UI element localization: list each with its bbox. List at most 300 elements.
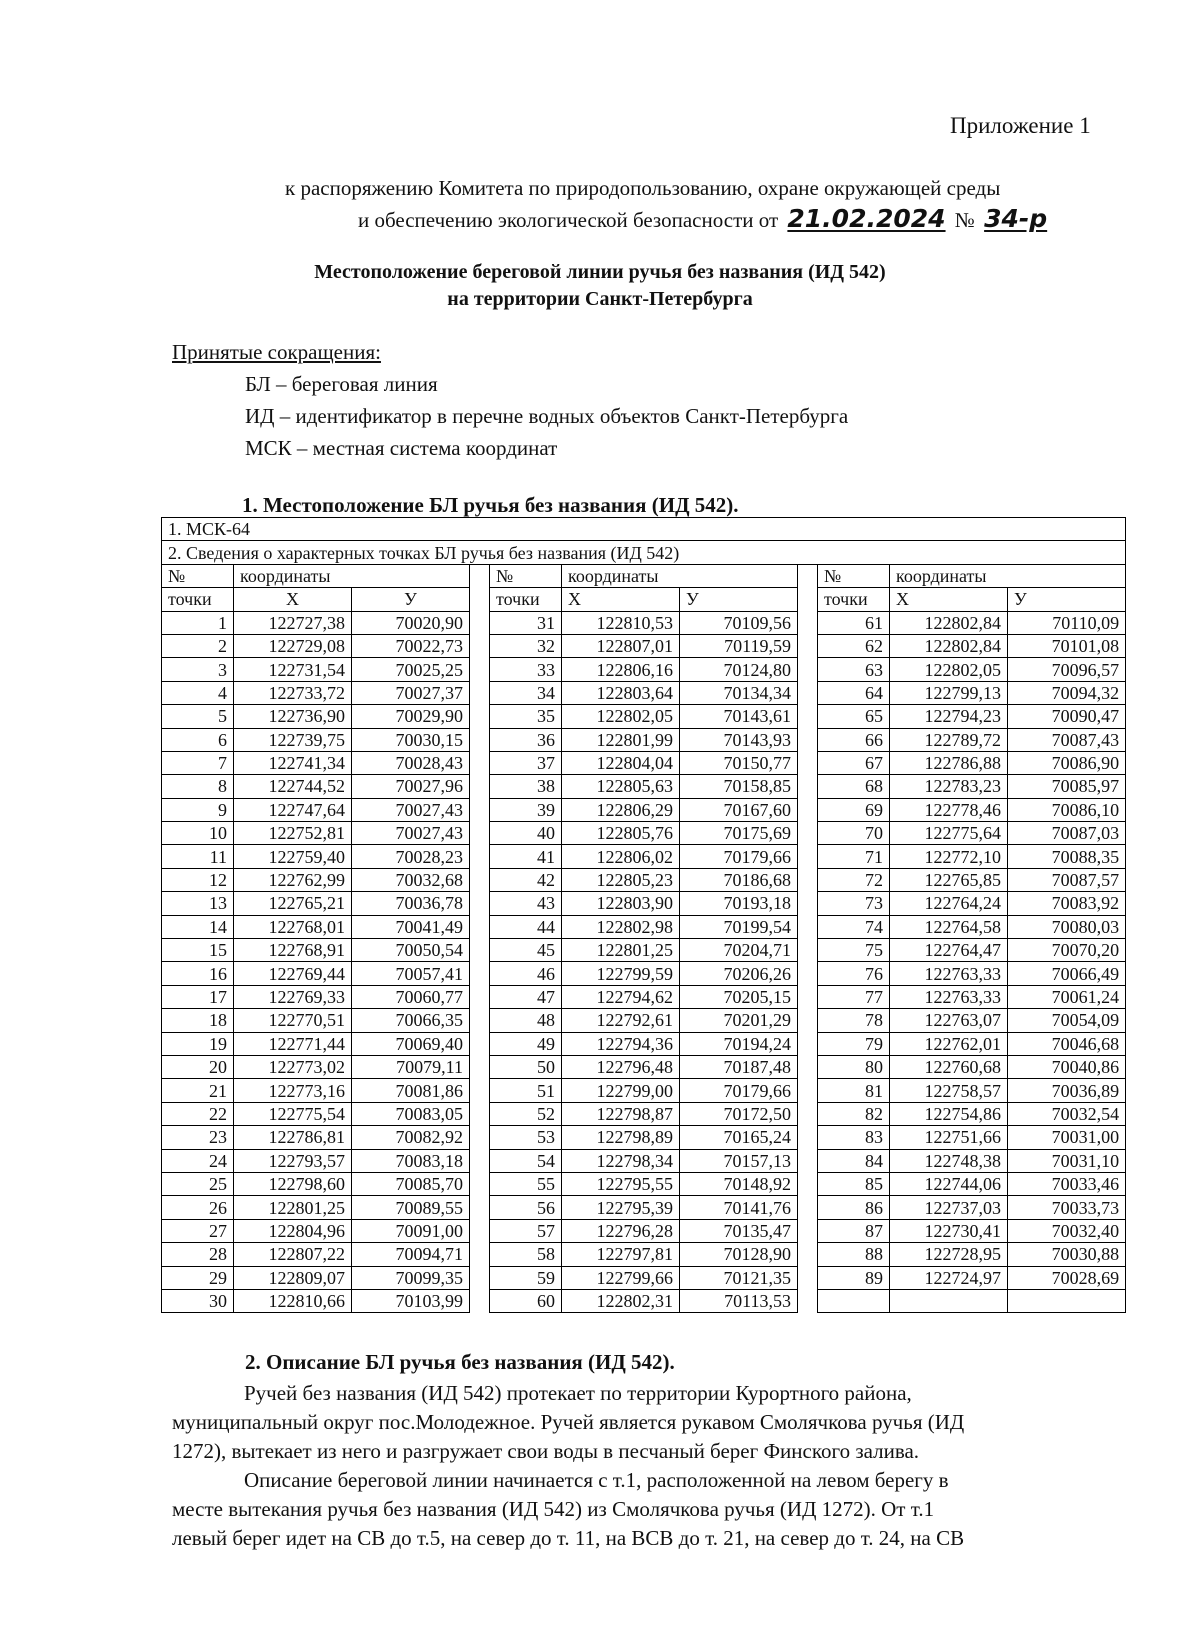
table-row [162, 658, 1126, 681]
x-coordinate-cell: 122728,95 [890, 1243, 1008, 1266]
point-number-cell: 3 [162, 658, 234, 681]
table-row [162, 798, 1126, 821]
point-number-cell: 21 [162, 1079, 234, 1102]
x-coordinate-cell: 122763,33 [890, 962, 1008, 985]
table-row [162, 915, 1126, 938]
x-coordinate-cell: 122798,89 [562, 1126, 680, 1149]
y-coordinate-cell: 70094,71 [352, 1243, 470, 1266]
point-number-cell: 69 [818, 798, 890, 821]
y-coordinate-cell: 70087,03 [1008, 822, 1126, 845]
column-separator [798, 1172, 818, 1195]
y-coordinate-cell: 70143,61 [680, 705, 798, 728]
y-coordinate-cell: 70119,59 [680, 634, 798, 657]
x-coordinate-cell: 122754,86 [890, 1102, 1008, 1125]
table-header-row [162, 588, 1126, 611]
column-separator [470, 1243, 490, 1266]
point-number-cell: 56 [490, 1196, 562, 1219]
point-number-cell: 2 [162, 634, 234, 657]
x-coordinate-cell: 122752,81 [234, 822, 352, 845]
x-coordinate-cell: 122792,61 [562, 1009, 680, 1032]
x-coordinate-cell: 122801,25 [234, 1196, 352, 1219]
x-coordinate-cell: 122806,02 [562, 845, 680, 868]
y-coordinate-cell: 70143,93 [680, 728, 798, 751]
point-number-cell: 51 [490, 1079, 562, 1102]
y-coordinate-cell: 70027,43 [352, 798, 470, 821]
abbreviations-heading: Принятые сокращения: [172, 340, 381, 364]
column-separator [798, 588, 818, 611]
point-number-cell [818, 1289, 890, 1312]
point-number-cell: 41 [490, 845, 562, 868]
y-coordinate-cell: 70057,41 [352, 962, 470, 985]
point-number-cell: 71 [818, 845, 890, 868]
point-number-cell: 7 [162, 751, 234, 774]
point-number-cell: 22 [162, 1102, 234, 1125]
column-separator [470, 1196, 490, 1219]
y-coordinate-cell: 70124,80 [680, 658, 798, 681]
x-coordinate-cell: 122802,05 [562, 705, 680, 728]
table-header-row [162, 564, 1126, 587]
y-coordinate-cell: 70031,00 [1008, 1126, 1126, 1149]
y-coordinate-cell: 70103,99 [352, 1289, 470, 1312]
x-coordinate-cell: 122747,64 [234, 798, 352, 821]
x-coordinate-cell: 122802,05 [890, 658, 1008, 681]
point-number-cell: 78 [818, 1009, 890, 1032]
x-coordinate-cell: 122806,16 [562, 658, 680, 681]
y-coordinate-cell: 70079,11 [352, 1055, 470, 1078]
point-number-cell: 70 [818, 822, 890, 845]
point-number-cell: 16 [162, 962, 234, 985]
x-coordinate-cell: 122773,02 [234, 1055, 352, 1078]
y-coordinate-cell: 70110,09 [1008, 611, 1126, 634]
table-row [162, 1172, 1126, 1195]
x-coordinate-cell: 122765,21 [234, 892, 352, 915]
column-separator [470, 705, 490, 728]
y-coordinate-cell: 70134,34 [680, 681, 798, 704]
point-number-cell: 48 [490, 1009, 562, 1032]
x-coordinate-cell: 122805,63 [562, 775, 680, 798]
column-separator [798, 1079, 818, 1102]
point-number-cell: 42 [490, 868, 562, 891]
section1-heading: 1. Местоположение БЛ ручья без названия (ИД 542). [242, 493, 739, 517]
point-number-cell: 36 [490, 728, 562, 751]
x-coordinate-cell: 122762,01 [890, 1032, 1008, 1055]
table-row [162, 1009, 1126, 1032]
table-row [162, 1196, 1126, 1219]
x-coordinate-cell: 122801,25 [562, 939, 680, 962]
y-coordinate-cell: 70150,77 [680, 751, 798, 774]
x-coordinate-cell: 122768,91 [234, 939, 352, 962]
y-coordinate-cell: 70054,09 [1008, 1009, 1126, 1032]
y-coordinate-cell: 70036,89 [1008, 1079, 1126, 1102]
point-number-cell: 79 [818, 1032, 890, 1055]
table-row [162, 868, 1126, 891]
table-row [162, 1055, 1126, 1078]
column-separator [470, 892, 490, 915]
y-coordinate-cell: 70069,40 [352, 1032, 470, 1055]
table-row [162, 1266, 1126, 1289]
y-coordinate-cell: 70109,56 [680, 611, 798, 634]
x-coordinate-cell [890, 1289, 1008, 1312]
column-separator [798, 1055, 818, 1078]
header-no: № [162, 564, 234, 587]
y-coordinate-cell: 70029,90 [352, 705, 470, 728]
point-number-cell: 66 [818, 728, 890, 751]
x-coordinate-cell: 122731,54 [234, 658, 352, 681]
point-number-cell: 13 [162, 892, 234, 915]
x-coordinate-cell: 122807,22 [234, 1243, 352, 1266]
x-coordinate-cell: 122802,31 [562, 1289, 680, 1312]
table-row [162, 681, 1126, 704]
point-number-cell: 6 [162, 728, 234, 751]
x-coordinate-cell: 122727,38 [234, 611, 352, 634]
point-number-cell: 50 [490, 1055, 562, 1078]
point-number-cell: 43 [490, 892, 562, 915]
y-coordinate-cell: 70083,05 [352, 1102, 470, 1125]
table-row [162, 728, 1126, 751]
y-coordinate-cell: 70193,18 [680, 892, 798, 915]
x-coordinate-cell: 122799,59 [562, 962, 680, 985]
column-separator [798, 798, 818, 821]
x-coordinate-cell: 122736,90 [234, 705, 352, 728]
y-coordinate-cell: 70087,57 [1008, 868, 1126, 891]
column-separator [798, 1126, 818, 1149]
y-coordinate-cell: 70121,35 [680, 1266, 798, 1289]
y-coordinate-cell: 70032,40 [1008, 1219, 1126, 1242]
y-coordinate-cell: 70135,47 [680, 1219, 798, 1242]
point-number-cell: 73 [818, 892, 890, 915]
point-number-cell: 84 [818, 1149, 890, 1172]
column-separator [470, 1172, 490, 1195]
x-coordinate-cell: 122793,57 [234, 1149, 352, 1172]
point-number-cell: 12 [162, 868, 234, 891]
y-coordinate-cell: 70091,00 [352, 1219, 470, 1242]
paragraph-text: Описание береговой линии начинается с т.1, расположенной на левом берегу в [244, 1468, 949, 1492]
column-separator [798, 962, 818, 985]
x-coordinate-cell: 122775,54 [234, 1102, 352, 1125]
order-reference-line1: к распоряжению Комитета по природопользованию, охране окружающей среды [285, 176, 1001, 200]
x-coordinate-cell: 122802,98 [562, 915, 680, 938]
column-separator [470, 845, 490, 868]
header-coordinates: координаты [234, 564, 470, 587]
point-number-cell: 45 [490, 939, 562, 962]
point-number-cell: 23 [162, 1126, 234, 1149]
table-row [162, 705, 1126, 728]
table-row [162, 845, 1126, 868]
order-reference-prefix: и обеспечению экологической безопасности от [358, 208, 779, 232]
paragraph-line [172, 1379, 1112, 1408]
point-number-cell: 29 [162, 1266, 234, 1289]
column-separator [470, 1149, 490, 1172]
x-coordinate-cell: 122769,33 [234, 985, 352, 1008]
point-number-cell: 72 [818, 868, 890, 891]
x-coordinate-cell: 122799,00 [562, 1079, 680, 1102]
y-coordinate-cell: 70204,71 [680, 939, 798, 962]
point-number-cell: 58 [490, 1243, 562, 1266]
x-coordinate-cell: 122760,68 [890, 1055, 1008, 1078]
order-reference-line2 [358, 204, 1051, 233]
x-coordinate-cell: 122804,96 [234, 1219, 352, 1242]
y-coordinate-cell: 70194,24 [680, 1032, 798, 1055]
point-number-cell: 31 [490, 611, 562, 634]
point-number-cell: 24 [162, 1149, 234, 1172]
y-coordinate-cell: 70141,76 [680, 1196, 798, 1219]
table-row [162, 634, 1126, 657]
point-number-cell: 46 [490, 962, 562, 985]
x-coordinate-cell: 122744,52 [234, 775, 352, 798]
x-coordinate-cell: 122810,66 [234, 1289, 352, 1312]
x-coordinate-cell: 122772,10 [890, 845, 1008, 868]
x-coordinate-cell: 122778,46 [890, 798, 1008, 821]
x-coordinate-cell: 122803,64 [562, 681, 680, 704]
point-number-cell: 47 [490, 985, 562, 1008]
point-number-cell: 1 [162, 611, 234, 634]
point-number-cell: 62 [818, 634, 890, 657]
x-coordinate-cell: 122770,51 [234, 1009, 352, 1032]
x-coordinate-cell: 122794,62 [562, 985, 680, 1008]
x-coordinate-cell: 122764,58 [890, 915, 1008, 938]
point-number-cell: 28 [162, 1243, 234, 1266]
x-coordinate-cell: 122759,40 [234, 845, 352, 868]
x-coordinate-cell: 122764,24 [890, 892, 1008, 915]
x-coordinate-cell: 122806,29 [562, 798, 680, 821]
abbreviation-item: МСК – местная система координат [245, 436, 558, 460]
y-coordinate-cell: 70172,50 [680, 1102, 798, 1125]
column-separator [470, 1055, 490, 1078]
table-row [162, 1219, 1126, 1242]
x-coordinate-cell: 122799,13 [890, 681, 1008, 704]
point-number-cell: 25 [162, 1172, 234, 1195]
y-coordinate-cell: 70089,55 [352, 1196, 470, 1219]
x-coordinate-cell: 122771,44 [234, 1032, 352, 1055]
y-coordinate-cell: 70128,90 [680, 1243, 798, 1266]
table-row [162, 1102, 1126, 1125]
column-separator [798, 634, 818, 657]
point-number-cell: 19 [162, 1032, 234, 1055]
point-number-cell: 75 [818, 939, 890, 962]
document-title-line1: Местоположение береговой линии ручья без названия (ИД 542) [314, 261, 886, 283]
x-coordinate-cell: 122803,90 [562, 892, 680, 915]
table-row [162, 1289, 1126, 1312]
y-coordinate-cell: 70206,26 [680, 962, 798, 985]
x-coordinate-cell: 122795,39 [562, 1196, 680, 1219]
column-separator [798, 1243, 818, 1266]
header-coordinates: координаты [890, 564, 1126, 587]
y-coordinate-cell: 70083,92 [1008, 892, 1126, 915]
x-coordinate-cell: 122798,87 [562, 1102, 680, 1125]
y-coordinate-cell: 70082,92 [352, 1126, 470, 1149]
y-coordinate-cell: 70199,54 [680, 915, 798, 938]
point-number-cell: 49 [490, 1032, 562, 1055]
point-number-cell: 15 [162, 939, 234, 962]
paragraph-text: Ручей без названия (ИД 542) протекает по территории Курортного района, [244, 1381, 912, 1405]
point-number-cell: 53 [490, 1126, 562, 1149]
order-number-label: № [954, 208, 975, 232]
point-number-cell: 77 [818, 985, 890, 1008]
y-coordinate-cell: 70099,35 [352, 1266, 470, 1289]
column-separator [798, 611, 818, 634]
y-coordinate-cell: 70066,35 [352, 1009, 470, 1032]
y-coordinate-cell: 70094,32 [1008, 681, 1126, 704]
point-number-cell: 88 [818, 1243, 890, 1266]
x-coordinate-cell: 122794,23 [890, 705, 1008, 728]
table-row [162, 611, 1126, 634]
point-number-cell: 87 [818, 1219, 890, 1242]
point-number-cell: 52 [490, 1102, 562, 1125]
table-row [162, 1032, 1126, 1055]
point-number-cell: 64 [818, 681, 890, 704]
column-separator [470, 1126, 490, 1149]
point-number-cell: 74 [818, 915, 890, 938]
table-title-row [162, 518, 1126, 541]
y-coordinate-cell: 70187,48 [680, 1055, 798, 1078]
table-row [162, 939, 1126, 962]
point-number-cell: 4 [162, 681, 234, 704]
column-separator [470, 798, 490, 821]
point-number-cell: 86 [818, 1196, 890, 1219]
y-coordinate-cell: 70083,18 [352, 1149, 470, 1172]
column-separator [470, 915, 490, 938]
header-y: У [352, 588, 470, 611]
column-separator [798, 1219, 818, 1242]
column-separator [798, 868, 818, 891]
column-separator [798, 1266, 818, 1289]
y-coordinate-cell: 70028,43 [352, 751, 470, 774]
header-no: № [818, 564, 890, 587]
point-number-cell: 17 [162, 985, 234, 1008]
x-coordinate-cell: 122805,23 [562, 868, 680, 891]
point-number-cell: 85 [818, 1172, 890, 1195]
y-coordinate-cell: 70186,68 [680, 868, 798, 891]
column-separator [470, 751, 490, 774]
column-separator [798, 915, 818, 938]
x-coordinate-cell: 122765,85 [890, 868, 1008, 891]
header-x: Х [562, 588, 680, 611]
paragraph-line [172, 1466, 1112, 1495]
point-number-cell: 68 [818, 775, 890, 798]
y-coordinate-cell: 70030,15 [352, 728, 470, 751]
y-coordinate-cell: 70113,53 [680, 1289, 798, 1312]
order-number-handwritten: 34-р [984, 204, 1048, 233]
column-separator [470, 564, 490, 587]
column-separator [470, 681, 490, 704]
table-title-row [162, 541, 1126, 564]
x-coordinate-cell: 122798,34 [562, 1149, 680, 1172]
point-number-cell: 55 [490, 1172, 562, 1195]
y-coordinate-cell: 70086,90 [1008, 751, 1126, 774]
column-separator [470, 1102, 490, 1125]
header-y: У [680, 588, 798, 611]
y-coordinate-cell: 70028,23 [352, 845, 470, 868]
x-coordinate-cell: 122773,16 [234, 1079, 352, 1102]
column-separator [470, 1266, 490, 1289]
coordinate-system-cell: 1. МСК-64 [162, 518, 1126, 541]
point-number-cell: 76 [818, 962, 890, 985]
column-separator [798, 681, 818, 704]
x-coordinate-cell: 122799,66 [562, 1266, 680, 1289]
x-coordinate-cell: 122763,33 [890, 985, 1008, 1008]
x-coordinate-cell: 122775,64 [890, 822, 1008, 845]
column-separator [798, 1102, 818, 1125]
y-coordinate-cell: 70179,66 [680, 845, 798, 868]
point-number-cell: 35 [490, 705, 562, 728]
y-coordinate-cell: 70158,85 [680, 775, 798, 798]
y-coordinate-cell: 70030,88 [1008, 1243, 1126, 1266]
x-coordinate-cell: 122809,07 [234, 1266, 352, 1289]
paragraph-line: 1272), вытекает из него и разгружает свои воды в песчаный берег Финского залива. [172, 1439, 920, 1463]
column-separator [798, 1032, 818, 1055]
table-row [162, 985, 1126, 1008]
column-separator [470, 728, 490, 751]
column-separator [798, 751, 818, 774]
y-coordinate-cell: 70087,43 [1008, 728, 1126, 751]
y-coordinate-cell: 70027,96 [352, 775, 470, 798]
x-coordinate-cell: 122802,84 [890, 634, 1008, 657]
point-number-cell: 40 [490, 822, 562, 845]
y-coordinate-cell: 70033,73 [1008, 1196, 1126, 1219]
y-coordinate-cell: 70157,13 [680, 1149, 798, 1172]
x-coordinate-cell: 122764,47 [890, 939, 1008, 962]
column-separator [798, 822, 818, 845]
point-number-cell: 81 [818, 1079, 890, 1102]
point-number-cell: 67 [818, 751, 890, 774]
column-separator [798, 658, 818, 681]
point-number-cell: 57 [490, 1219, 562, 1242]
y-coordinate-cell: 70086,10 [1008, 798, 1126, 821]
y-coordinate-cell: 70022,73 [352, 634, 470, 657]
point-number-cell: 83 [818, 1126, 890, 1149]
document-title-line2: на территории Санкт-Петербурга [447, 288, 753, 310]
table-row [162, 1079, 1126, 1102]
header-x: Х [890, 588, 1008, 611]
y-coordinate-cell: 70050,54 [352, 939, 470, 962]
point-number-cell: 65 [818, 705, 890, 728]
point-number-cell: 34 [490, 681, 562, 704]
point-number-cell: 63 [818, 658, 890, 681]
header-no: № [490, 564, 562, 587]
point-number-cell: 59 [490, 1266, 562, 1289]
x-coordinate-cell: 122768,01 [234, 915, 352, 938]
y-coordinate-cell: 70036,78 [352, 892, 470, 915]
table-row [162, 775, 1126, 798]
x-coordinate-cell: 122730,41 [890, 1219, 1008, 1242]
column-separator [470, 1079, 490, 1102]
column-separator [470, 611, 490, 634]
points-info-cell: 2. Сведения о характерных точках БЛ ручья без названия (ИД 542) [162, 541, 1126, 564]
x-coordinate-cell: 122741,34 [234, 751, 352, 774]
paragraph-line: левый берег идет на СВ до т.5, на север до т. 11, на ВСВ до т. 21, на север до т. 24, на СВ [172, 1526, 965, 1550]
abbreviation-item: ИД – идентификатор в перечне водных объектов Санкт-Петербурга [245, 404, 849, 428]
point-number-cell: 82 [818, 1102, 890, 1125]
header-x: Х [234, 588, 352, 611]
table-row [162, 1126, 1126, 1149]
column-separator [798, 845, 818, 868]
y-coordinate-cell: 70032,68 [352, 868, 470, 891]
y-coordinate-cell: 70201,29 [680, 1009, 798, 1032]
point-number-cell: 33 [490, 658, 562, 681]
x-coordinate-cell: 122795,55 [562, 1172, 680, 1195]
x-coordinate-cell: 122801,99 [562, 728, 680, 751]
y-coordinate-cell: 70090,47 [1008, 705, 1126, 728]
y-coordinate-cell: 70175,69 [680, 822, 798, 845]
column-separator [470, 1289, 490, 1312]
y-coordinate-cell: 70096,57 [1008, 658, 1126, 681]
y-coordinate-cell: 70028,69 [1008, 1266, 1126, 1289]
x-coordinate-cell: 122802,84 [890, 611, 1008, 634]
point-number-cell: 37 [490, 751, 562, 774]
y-coordinate-cell: 70148,92 [680, 1172, 798, 1195]
x-coordinate-cell: 122805,76 [562, 822, 680, 845]
x-coordinate-cell: 122789,72 [890, 728, 1008, 751]
